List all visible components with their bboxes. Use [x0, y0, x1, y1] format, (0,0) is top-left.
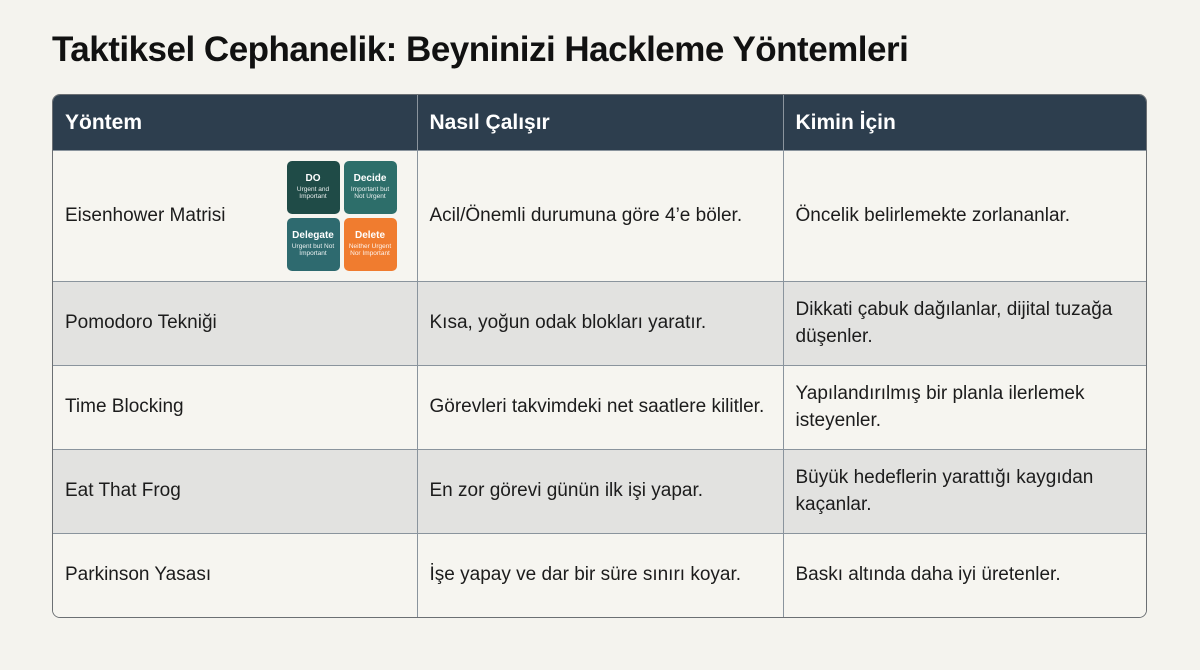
- header-method: Yöntem: [53, 95, 417, 151]
- method-name: Eisenhower Matrisi: [65, 204, 226, 226]
- how-it-works-cell: Görevleri takvimdeki net saatlere kilitler.: [417, 366, 783, 450]
- matrix-quadrant-delegate: [287, 218, 340, 271]
- for-whom-cell: Büyük hedeflerin yarattığı kaygıdan kaçanlar.: [783, 450, 1147, 534]
- methods-table: [52, 94, 1147, 618]
- quadrant-title: Delegate: [292, 229, 334, 241]
- quadrant-subtitle: Important but Not Urgent: [350, 186, 390, 201]
- for-whom-cell: Dikkati çabuk dağılanlar, dijital tuzağa düşenler.: [783, 282, 1147, 366]
- header-for-whom: Kimin İçin: [783, 95, 1147, 151]
- table-row: [53, 366, 1147, 450]
- method-cell: Eat That Frog: [53, 450, 417, 534]
- quadrant-title: Delete: [354, 229, 385, 241]
- header-how-it-works: Nasıl Çalışır: [417, 95, 783, 151]
- table-row: [53, 534, 1147, 618]
- page-title: Taktiksel Cephanelik: Beyninizi Hackleme Yöntemleri: [52, 30, 909, 69]
- method-cell: Parkinson Yasası: [53, 534, 417, 618]
- for-whom-cell: Baskı altında daha iyi üretenler.: [783, 534, 1147, 618]
- quadrant-subtitle: Urgent but Not Important: [291, 243, 335, 258]
- table-row: [53, 282, 1147, 366]
- for-whom-cell: Öncelik belirlemekte zorlananlar.: [783, 151, 1147, 282]
- how-it-works-cell: Kısa, yoğun odak blokları yaratır.: [417, 282, 783, 366]
- how-it-works-cell: En zor görevi günün ilk işi yapar.: [417, 450, 783, 534]
- method-cell: Time Blocking: [53, 366, 417, 450]
- quadrant-subtitle: Neither Urgent Nor Important: [348, 243, 392, 258]
- eisenhower-matrix-graphic: [287, 161, 397, 271]
- for-whom-cell: Yapılandırılmış bir planla ilerlemek isteyenler.: [783, 366, 1147, 450]
- quadrant-title: DO: [305, 172, 321, 184]
- how-it-works-cell: Acil/Önemli durumuna göre 4’e böler.: [417, 151, 783, 282]
- table-row: [53, 450, 1147, 534]
- how-it-works-cell: İşe yapay ve dar bir süre sınırı koyar.: [417, 534, 783, 618]
- quadrant-subtitle: Urgent and Important: [296, 186, 330, 201]
- matrix-quadrant-do: [287, 161, 340, 214]
- table-header-row: [53, 95, 1147, 151]
- method-cell: [53, 151, 417, 282]
- matrix-quadrant-delete: [344, 218, 397, 271]
- table-row: [53, 151, 1147, 282]
- matrix-quadrant-decide: [344, 161, 397, 214]
- quadrant-title: Decide: [353, 172, 387, 184]
- method-cell: Pomodoro Tekniği: [53, 282, 417, 366]
